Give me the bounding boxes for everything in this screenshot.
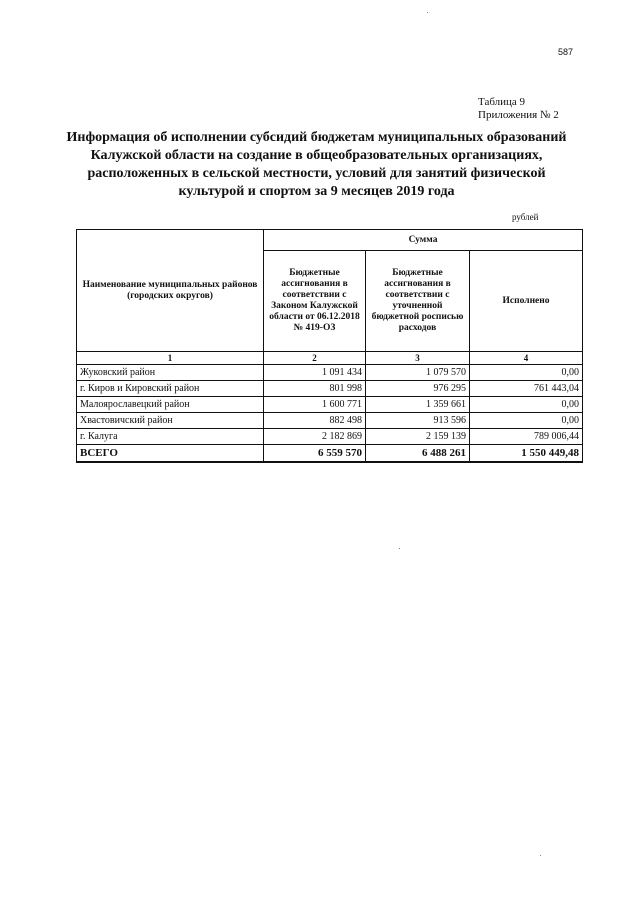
- total-executed: 1 550 449,48: [470, 445, 583, 463]
- law-allocation-value: 2 182 869: [264, 429, 366, 445]
- document-title: [64, 129, 569, 201]
- scan-speck: [427, 12, 428, 13]
- column-number-row: [77, 352, 583, 365]
- municipality-name: г. Калуга: [77, 429, 264, 445]
- column-number: 3: [366, 352, 470, 365]
- scan-speck: [540, 855, 541, 856]
- table-row: [77, 365, 583, 381]
- total-revised-allocation: 6 488 261: [366, 445, 470, 463]
- title-line: Калужской области на создание в общеобразовательных организациях,: [90, 148, 543, 163]
- appendix-number: Приложения № 2: [478, 109, 559, 121]
- executed-value: 789 006,44: [470, 429, 583, 445]
- municipality-name: Малоярославецкий район: [77, 397, 264, 413]
- title-line: Информация об исполнении субсидий бюджетам муниципальных образований: [66, 130, 567, 145]
- scan-speck: [399, 548, 400, 549]
- revised-allocation-value: 2 159 139: [366, 429, 470, 445]
- column-number: 4: [470, 352, 583, 365]
- total-law-allocation: 6 559 570: [264, 445, 366, 463]
- revised-allocation-value: 1 079 570: [366, 365, 470, 381]
- title-line: расположенных в сельской местности, условий для занятий физической: [87, 166, 546, 181]
- table-row: [77, 397, 583, 413]
- page-number: 587: [558, 47, 574, 57]
- total-label: ВСЕГО: [77, 445, 264, 463]
- revised-allocation-value: 1 359 661: [366, 397, 470, 413]
- subsidy-table: [76, 229, 583, 463]
- table-row: [77, 413, 583, 429]
- law-allocation-value: 882 498: [264, 413, 366, 429]
- municipality-name: Хвастовичский район: [77, 413, 264, 429]
- municipality-column-header: Наименование муниципальных районов (городских округов): [77, 230, 264, 352]
- revised-allocation-header: Бюджетные ассигнования в соответствии с уточненной бюджетной росписью расходов: [366, 251, 470, 352]
- sum-column-header: Сумма: [264, 230, 583, 251]
- revised-allocation-value: 913 596: [366, 413, 470, 429]
- law-allocation-value: 801 998: [264, 381, 366, 397]
- units-label: рублей: [512, 212, 539, 222]
- total-row: [77, 445, 583, 463]
- law-allocation-value: 1 600 771: [264, 397, 366, 413]
- column-number: 1: [77, 352, 264, 365]
- executed-value: 0,00: [470, 365, 583, 381]
- table-row: [77, 429, 583, 445]
- table-number: Таблица 9: [478, 96, 526, 108]
- table-row: [77, 381, 583, 397]
- municipality-name: г. Киров и Кировский район: [77, 381, 264, 397]
- executed-value: 0,00: [470, 397, 583, 413]
- table-header-row: [77, 230, 583, 251]
- municipality-name: Жуковский район: [77, 365, 264, 381]
- executed-header: Исполнено: [470, 251, 583, 352]
- executed-value: 761 443,04: [470, 381, 583, 397]
- executed-value: 0,00: [470, 413, 583, 429]
- revised-allocation-value: 976 295: [366, 381, 470, 397]
- column-number: 2: [264, 352, 366, 365]
- law-allocation-header: Бюджетные ассигнования в соответствии с Законом Калужской области от 06.12.2018 № 419-ОЗ: [264, 251, 366, 352]
- title-line: культурой и спортом за 9 месяцев 2019 года: [178, 184, 455, 199]
- law-allocation-value: 1 091 434: [264, 365, 366, 381]
- table-reference: [478, 96, 559, 122]
